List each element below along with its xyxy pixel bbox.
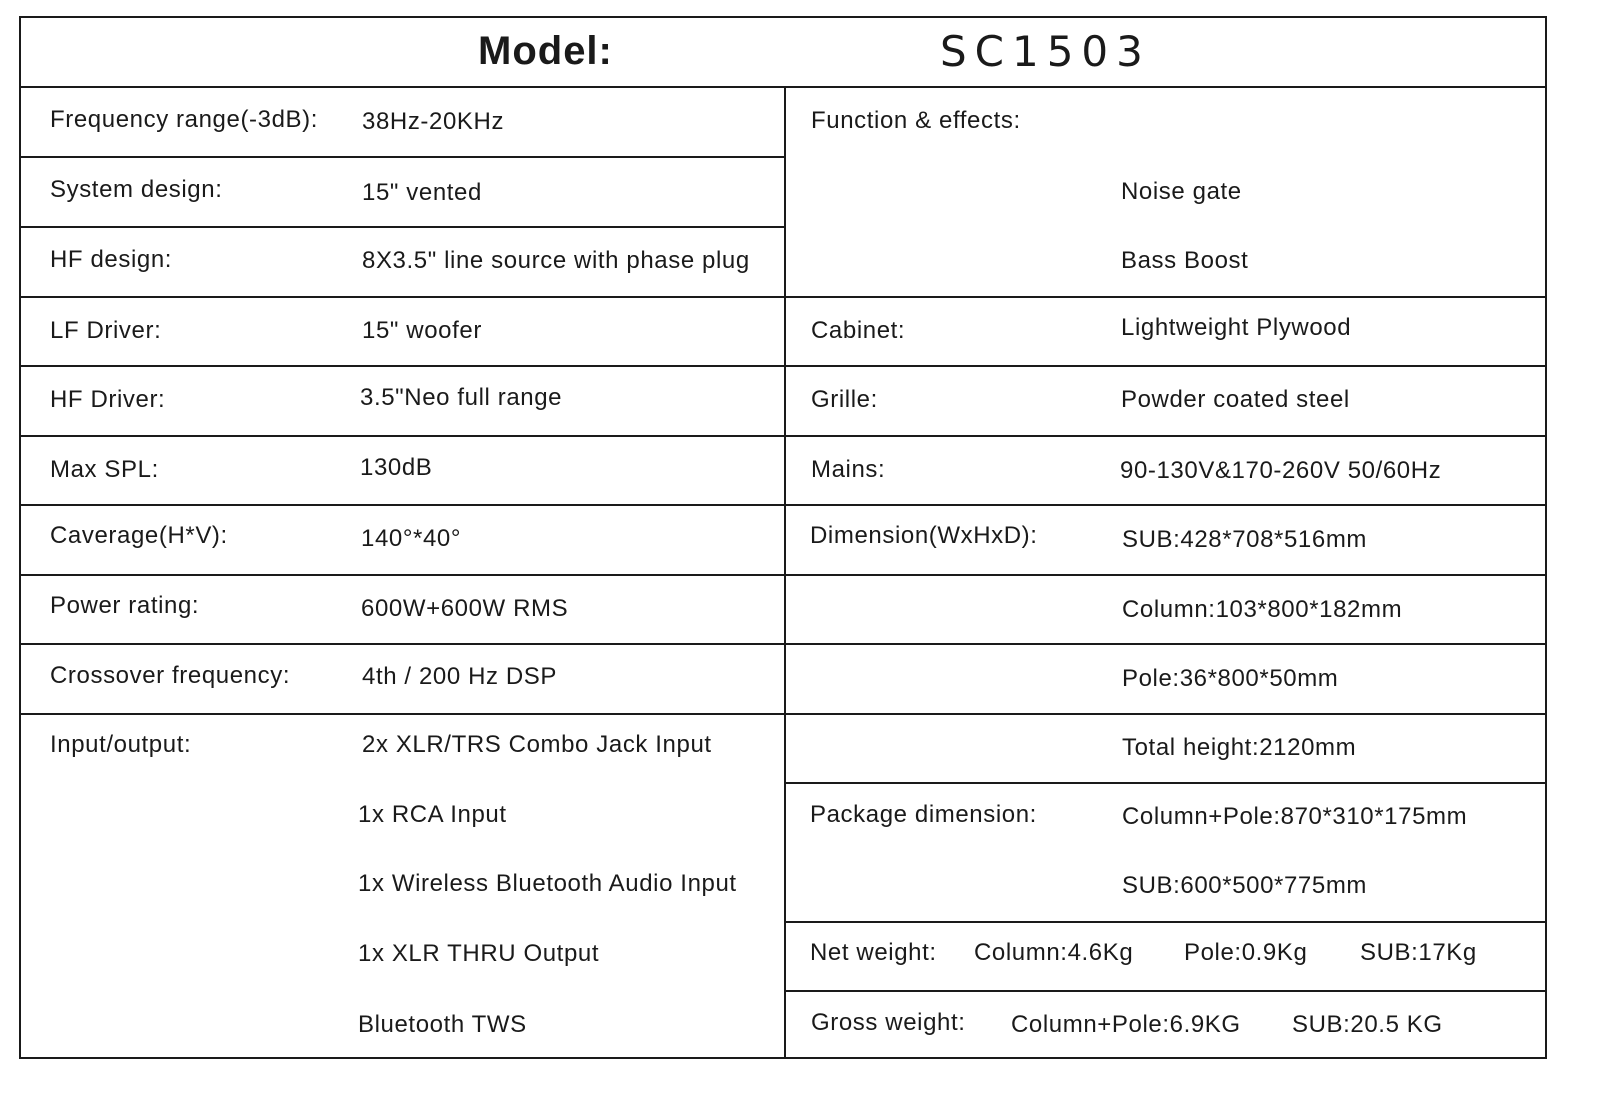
- io-item: 2x XLR/TRS Combo Jack Input: [362, 731, 712, 758]
- package-item: Column+Pole:870*310*175mm: [1122, 803, 1468, 830]
- row-divider: [785, 921, 1545, 923]
- model-label: Model:: [478, 29, 613, 73]
- spec-label-grille: Grille:: [811, 386, 878, 413]
- spec-value-mains: 90-130V&170-260V 50/60Hz: [1120, 457, 1442, 484]
- dimension-item: Total height:2120mm: [1122, 734, 1357, 761]
- spec-label-input-output: Input/output:: [50, 731, 192, 758]
- spec-label-mains: Mains:: [811, 456, 886, 483]
- column-divider: [784, 86, 786, 1057]
- row-divider: [21, 86, 1545, 88]
- spec-label-power-rating: Power rating:: [50, 592, 200, 619]
- spec-value-hf-driver: 3.5"Neo full range: [360, 384, 563, 411]
- io-item: 1x XLR THRU Output: [358, 940, 600, 967]
- spec-value-cabinet: Lightweight Plywood: [1121, 314, 1352, 341]
- spec-value-coverage: 140°*40°: [361, 525, 462, 552]
- spec-value-hf-design: 8X3.5" line source with phase plug: [362, 247, 750, 274]
- spec-label-lf-driver: LF Driver:: [50, 317, 162, 344]
- row-divider: [21, 296, 1545, 298]
- function-item-bass-boost: Bass Boost: [1121, 247, 1249, 274]
- net-weight-column: Column:4.6Kg: [974, 939, 1134, 966]
- spec-label-gross-weight: Gross weight:: [811, 1009, 966, 1036]
- row-divider: [21, 365, 1545, 367]
- row-divider: [21, 574, 1545, 576]
- spec-label-dimension: Dimension(WxHxD):: [810, 522, 1038, 549]
- spec-value-system-design: 15" vented: [362, 179, 482, 206]
- spec-label-max-spl: Max SPL:: [50, 456, 159, 483]
- spec-label-hf-design: HF design:: [50, 246, 173, 273]
- row-divider: [785, 990, 1545, 992]
- spec-label-function-effects: Function & effects:: [811, 107, 1021, 134]
- spec-label-coverage: Caverage(H*V):: [50, 522, 228, 549]
- spec-label-crossover-frequency: Crossover frequency:: [50, 662, 291, 689]
- spec-label-frequency-range: Frequency range(-3dB):: [50, 106, 318, 133]
- gross-weight-column-pole: Column+Pole:6.9KG: [1011, 1011, 1241, 1038]
- gross-weight-sub: SUB:20.5 KG: [1292, 1011, 1443, 1038]
- spec-value-crossover-frequency: 4th / 200 Hz DSP: [362, 663, 558, 690]
- net-weight-sub: SUB:17Kg: [1360, 939, 1477, 966]
- row-divider: [21, 504, 1545, 506]
- row-divider: [21, 435, 1545, 437]
- dimension-item: Column:103*800*182mm: [1122, 596, 1403, 623]
- spec-label-system-design: System design:: [50, 176, 223, 203]
- row-divider: [21, 643, 1545, 645]
- row-divider: [21, 156, 785, 158]
- net-weight-pole: Pole:0.9Kg: [1184, 939, 1308, 966]
- io-item: 1x Wireless Bluetooth Audio Input: [358, 870, 737, 897]
- spec-value-max-spl: 130dB: [360, 454, 433, 481]
- row-divider: [785, 782, 1545, 784]
- spec-value-frequency-range: 38Hz-20KHz: [362, 108, 505, 135]
- spec-value-power-rating: 600W+600W RMS: [361, 595, 569, 622]
- spec-label-cabinet: Cabinet:: [811, 317, 906, 344]
- io-item: 1x RCA Input: [358, 801, 507, 828]
- spec-value-grille: Powder coated steel: [1121, 386, 1350, 413]
- model-name: SC1503: [940, 27, 1151, 76]
- spec-value-lf-driver: 15" woofer: [362, 317, 482, 344]
- package-item: SUB:600*500*775mm: [1122, 872, 1368, 899]
- spec-label-net-weight: Net weight:: [810, 939, 937, 966]
- row-divider: [21, 226, 785, 228]
- dimension-item: Pole:36*800*50mm: [1122, 665, 1339, 692]
- dimension-item: SUB:428*708*516mm: [1122, 526, 1368, 553]
- function-item-noise-gate: Noise gate: [1121, 178, 1242, 205]
- spec-label-package-dimension: Package dimension:: [810, 801, 1037, 828]
- io-item: Bluetooth TWS: [358, 1011, 527, 1038]
- row-divider: [21, 713, 1545, 715]
- spec-label-hf-driver: HF Driver:: [50, 386, 166, 413]
